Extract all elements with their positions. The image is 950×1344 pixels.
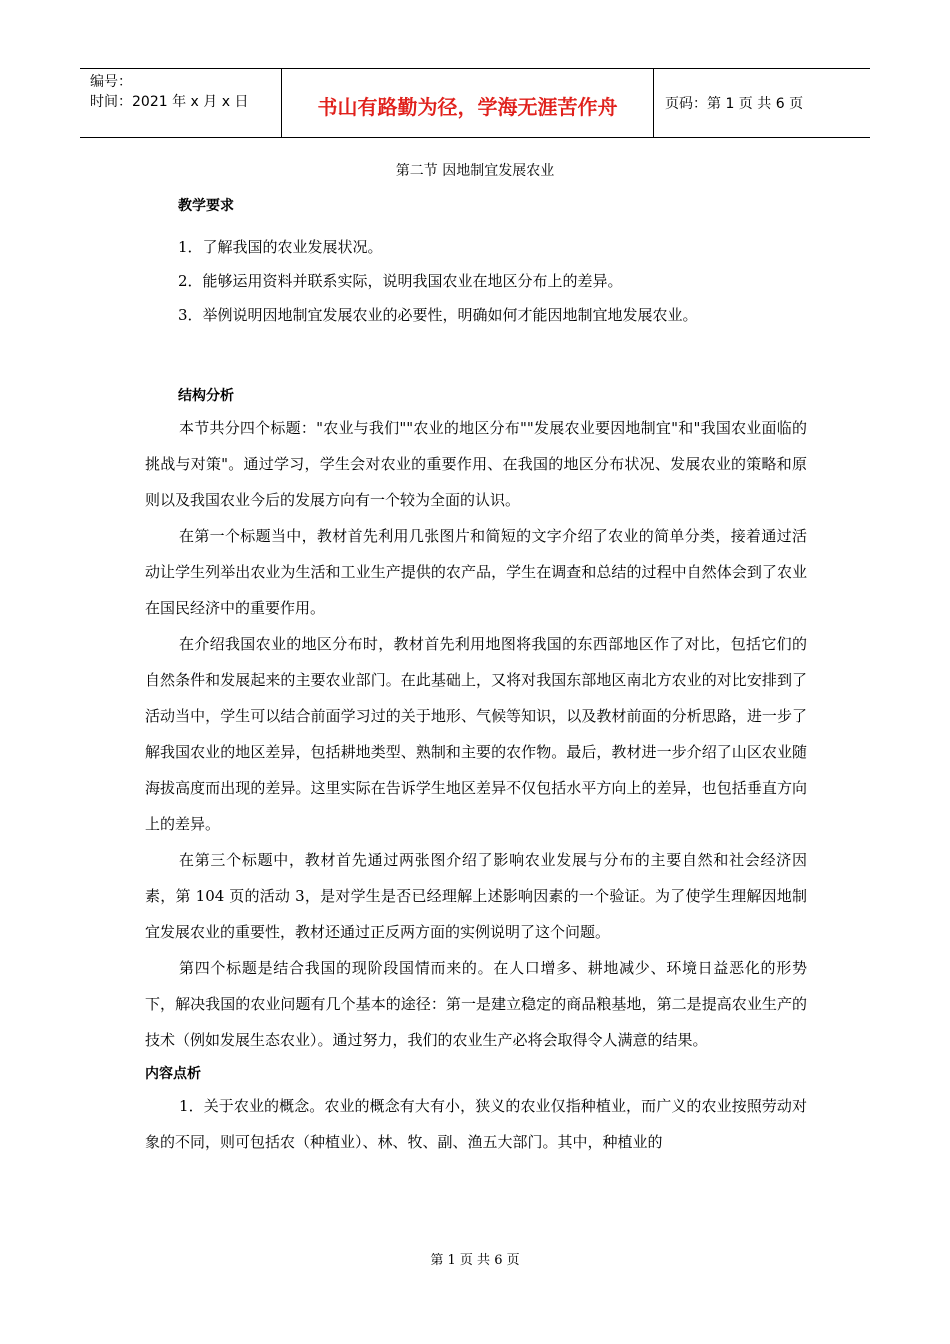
structure-paragraph: 本节共分四个标题："农业与我们""农业的地区分布""发展农业要因地制宜"和"我国农业面临的挑战与对策"。通过学习，学生会对农业的重要作用、在我国的地区分布状况、发展农业的策略和原则以及我国农业今后的发展方向有一个较为全面的认识。 bbox=[145, 419, 807, 509]
header-divider bbox=[653, 69, 654, 137]
page-footer: 第 1 页 共 6 页 bbox=[430, 1253, 520, 1268]
time-label: 时间：2021 年 x 月 x 日 bbox=[90, 94, 249, 110]
header-box bbox=[80, 68, 870, 138]
requirement-item: 1．了解我国的农业发展状况。 bbox=[178, 238, 383, 256]
structure-paragraph: 第四个标题是结合我国的现阶段国情而来的。在人口增多、耕地减少、环境日益恶化的形势下，解决我国的农业问题有几个基本的途径：第一是建立稳定的商品粮基地，第二是提高农业生产的技术（例如发展生态农业）。通过努力，我们的农业生产必将会取得令人满意的结果。 bbox=[145, 959, 807, 1049]
requirements-heading: 教学要求 bbox=[178, 198, 234, 214]
structure-heading: 结构分析 bbox=[178, 388, 234, 404]
content-paragraph: 1．关于农业的概念。农业的概念有大有小，狭义的农业仅指种植业，而广义的农业按照劳动对象的不同，则可包括农（种植业）、林、牧、副、渔五大部门。其中，种植业的 bbox=[145, 1097, 807, 1151]
section-title: 第二节 因地制宜发展农业 bbox=[395, 163, 555, 179]
header-meta bbox=[90, 72, 248, 112]
structure-paragraph: 在介绍我国农业的地区分布时，教材首先利用地图将我国的东西部地区作了对比，包括它们的自然条件和发展起来的主要农业部门。在此基础上，又将对我国东部地区南北方农业的对比安排到了活动当中，学生可以结合前面学习过的关于地形、气候等知识，以及教材前面的分析思路，进一步了解我国农业的地区差异，包括耕地类型、熟制和主要的农作物。最后，教材进一步介绍了山区农业随海拔高度而出现的差异。这里实际在告诉学生地区差异不仅包括水平方向上的差异，也包括垂直方向上的差异。 bbox=[145, 635, 807, 833]
number-label: 编号： bbox=[90, 74, 132, 90]
header-page-info: 页码：第 1 页 共 6 页 bbox=[665, 96, 804, 112]
requirement-item: 3．举例说明因地制宜发展农业的必要性，明确如何才能因地制宜地发展农业。 bbox=[178, 306, 698, 324]
structure-paragraph: 在第一个标题当中，教材首先利用几张图片和简短的文字介绍了农业的简单分类，接着通过活动让学生列举出农业为生活和工业生产提供的农产品，学生在调查和总结的过程中自然体会到了农业在国民经济中的重要作用。 bbox=[145, 527, 807, 617]
document-body bbox=[145, 196, 807, 1160]
header-motto: 书山有路勤为径，学海无涯苦作舟 bbox=[317, 95, 618, 119]
structure-paragraph: 在第三个标题中，教材首先通过两张图介绍了影响农业发展与分布的主要自然和社会经济因素，第 104 页的活动 3，是对学生是否已经理解上述影响因素的一个验证。为了使学生理解因地制宜发展农业的重要性，教材还通过正反两方面的实例说明了这个问题。 bbox=[145, 851, 807, 941]
requirement-item: 2．能够运用资料并联系实际，说明我国农业在地区分布上的差异。 bbox=[178, 272, 623, 290]
content-heading: 内容点析 bbox=[145, 1066, 201, 1082]
